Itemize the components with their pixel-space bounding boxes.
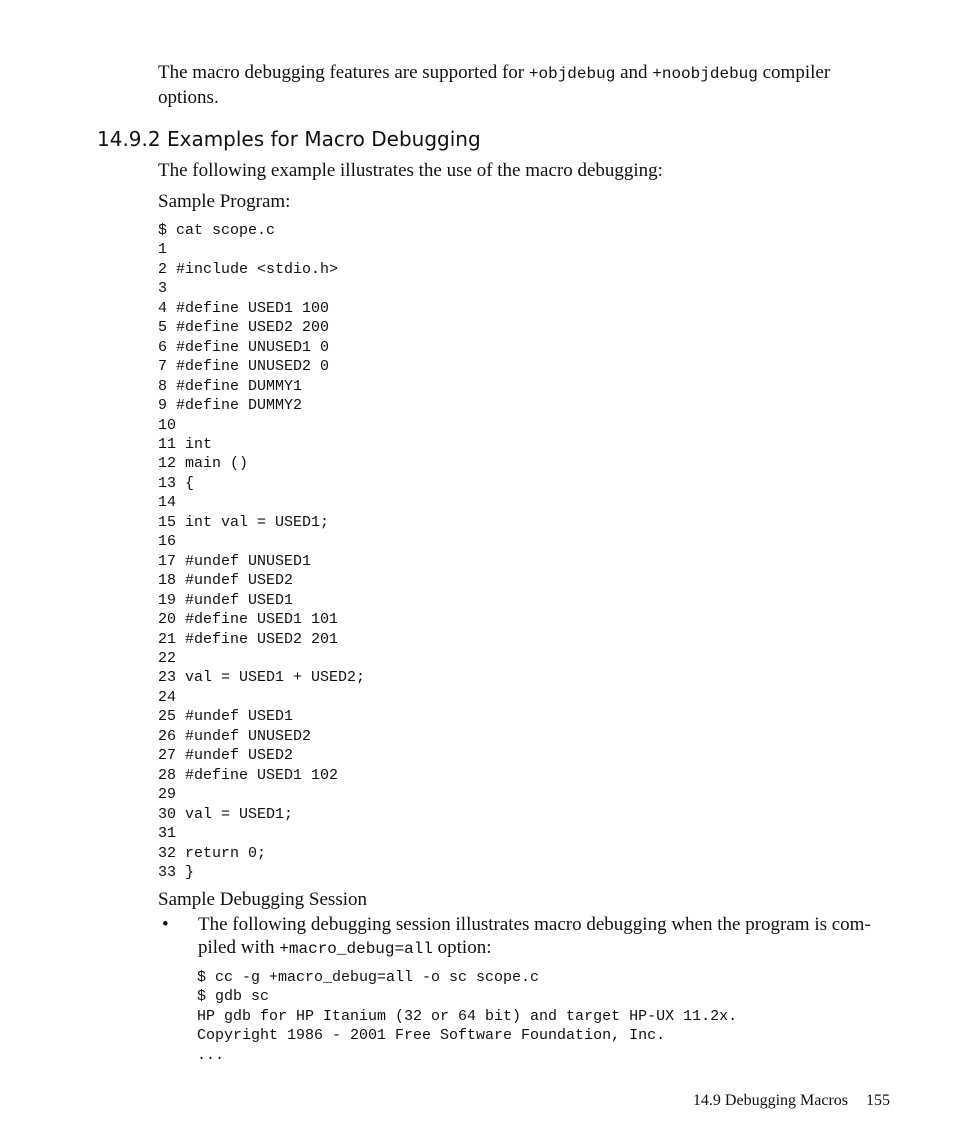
code-line: 9 #define DUMMY2 [158, 397, 303, 415]
example-intro: The following example illustrates the use of the macro debugging: [158, 160, 663, 181]
code-line: 16 [158, 533, 177, 551]
code-line: 19 #undef USED1 [158, 591, 294, 609]
code-line: 28 #define USED1 102 [158, 766, 339, 784]
page-number: 155 [866, 1092, 890, 1109]
session-line: HP gdb for HP Itanium (32 or 64 bit) and target HP-UX 11.2x. [197, 1007, 738, 1025]
code-line: 8 #define DUMMY1 [158, 377, 303, 395]
sample-program-label: Sample Program: [158, 191, 291, 212]
code-line: 26 #undef UNUSED2 [158, 727, 312, 745]
code-line: 30 val = USED1; [158, 805, 294, 823]
code-line: 31 [158, 825, 177, 843]
bullet-text-before: The following debugging session illustrates macro debugging when the program is com- piled with [198, 914, 871, 958]
page-footer [693, 1091, 890, 1111]
code-line: 13 { [158, 474, 195, 492]
intro-text-after: compiler options. [158, 62, 831, 108]
intro-paragraph [158, 61, 878, 109]
code-line: 10 [158, 416, 177, 434]
code-line: 25 #undef USED1 [158, 708, 294, 726]
macro-debug-option: +macro_debug=all [279, 940, 433, 958]
code-line: 20 #define USED1 101 [158, 611, 339, 629]
footer-section-title: 14.9 Debugging Macros [692, 1092, 848, 1109]
code-line: 12 main () [158, 455, 249, 473]
code-line: 14 [158, 494, 177, 512]
code-line: 5 #define USED2 200 [158, 319, 330, 337]
bullet-text [198, 913, 898, 961]
code-line: 1 [158, 241, 168, 259]
session-line: $ gdb sc [197, 988, 270, 1006]
code-line: 17 #undef UNUSED1 [158, 552, 312, 570]
bullet-icon: • [162, 914, 169, 935]
session-line: $ cc -g +macro_debug=all -o sc scope.c [197, 969, 540, 986]
code-line: 6 #define UNUSED1 0 [158, 338, 330, 356]
sample-program-code [158, 221, 365, 882]
noobjdebug-option: +noobjdebug [652, 65, 758, 83]
bullet-text-after: option: [432, 937, 492, 958]
code-line: $ cat scope.c [158, 222, 276, 239]
code-line: 29 [158, 786, 177, 804]
sample-session-label: Sample Debugging Session [158, 889, 367, 910]
code-line: 2 #include <stdio.h> [158, 260, 339, 278]
objdebug-option: +objdebug [528, 65, 616, 83]
code-line: 23 val = USED1 + USED2; [158, 669, 366, 687]
code-line: 32 return 0; [158, 844, 267, 862]
code-line: 18 #undef USED2 [158, 572, 294, 590]
session-line: Copyright 1986 - 2001 Free Software Foundation, Inc. [197, 1027, 666, 1045]
debug-session-code [197, 968, 737, 1065]
intro-text-middle: and [615, 62, 653, 83]
section-heading: 14.9.2 Examples for Macro Debugging [97, 127, 481, 151]
code-line: 3 [158, 280, 168, 298]
session-line: ... [197, 1046, 225, 1064]
code-line: 4 #define USED1 100 [158, 299, 330, 317]
code-line: 15 int val = USED1; [158, 513, 330, 531]
intro-text-before: The macro debugging features are supported for [158, 62, 529, 83]
code-line: 22 [158, 649, 177, 667]
code-line: 24 [158, 688, 177, 706]
code-line: 21 #define USED2 201 [158, 630, 339, 648]
code-line: 27 #undef USED2 [158, 747, 294, 765]
code-line: 11 int [158, 435, 213, 453]
code-line: 33 } [158, 863, 195, 881]
code-line: 7 #define UNUSED2 0 [158, 358, 330, 376]
